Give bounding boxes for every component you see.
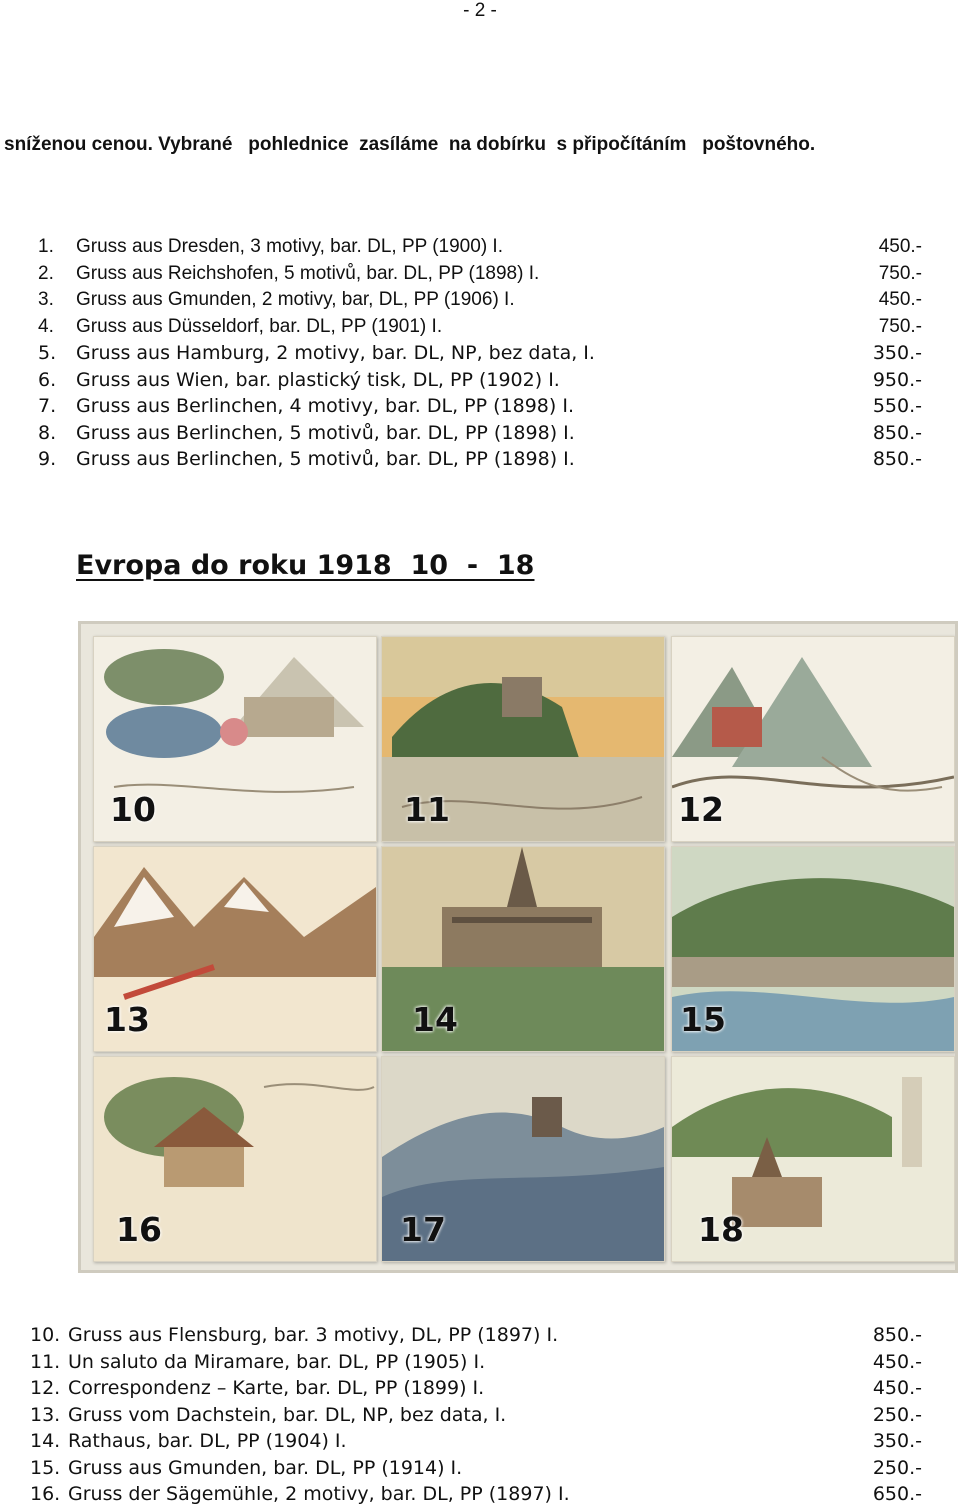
item-price: 750.- bbox=[878, 262, 922, 284]
item-number: 3. bbox=[38, 289, 54, 310]
item-number: 1. bbox=[38, 236, 54, 257]
page-number: - 2 - bbox=[463, 0, 497, 21]
list-item bbox=[0, 234, 960, 261]
list-item bbox=[0, 1375, 960, 1402]
item-description: Gruss vom Dachstein, bar. DL, NP, bez data, I. bbox=[68, 1403, 507, 1426]
postcard-13 bbox=[93, 846, 377, 1052]
item-price: 950.- bbox=[872, 368, 922, 391]
list-item bbox=[0, 1322, 960, 1349]
list-item bbox=[0, 393, 960, 420]
list-item bbox=[0, 314, 960, 341]
item-description: Gruss aus Hamburg, 2 motivy, bar. DL, NP, bez data, I. bbox=[76, 342, 595, 364]
postcard-15 bbox=[671, 846, 955, 1052]
item-description: Gruss aus Gmunden, bar. DL, PP (1914) I. bbox=[68, 1456, 463, 1479]
item-description: Correspondenz – Karte, bar. DL, PP (1899) I. bbox=[68, 1377, 485, 1399]
item-price: 450.- bbox=[872, 1377, 922, 1399]
item-price: 450.- bbox=[878, 236, 922, 257]
list-item bbox=[0, 1455, 960, 1482]
item-price: 550.- bbox=[872, 395, 922, 417]
item-number: 15. bbox=[30, 1456, 61, 1479]
postcard-list-2 bbox=[0, 1322, 960, 1508]
item-price: 750.- bbox=[878, 315, 922, 337]
postcard-list-1 bbox=[0, 234, 960, 473]
item-description: Gruss aus Berlinchen, 5 motivů, bar. DL, PP (1898) I. bbox=[76, 421, 575, 444]
item-description: Gruss aus Düsseldorf, bar. DL, PP (1901) I. bbox=[76, 315, 443, 337]
item-price: 850.- bbox=[872, 421, 922, 444]
item-description: Gruss aus Dresden, 3 motivy, bar. DL, PP (1900) I. bbox=[76, 236, 503, 257]
postcard-16 bbox=[93, 1056, 377, 1262]
postcard-label: 10 bbox=[110, 790, 156, 829]
item-number: 7. bbox=[38, 395, 57, 417]
list-item bbox=[0, 287, 960, 314]
postcard-18 bbox=[671, 1056, 955, 1262]
list-item bbox=[0, 340, 960, 367]
list-item bbox=[0, 1481, 960, 1508]
item-number: 12. bbox=[30, 1377, 61, 1399]
item-price: 350.- bbox=[872, 1430, 922, 1452]
postcard-10 bbox=[93, 636, 377, 842]
item-price: 250.- bbox=[872, 1456, 922, 1479]
item-description: Gruss aus Gmunden, 2 motivy, bar, DL, PP (1906) I. bbox=[76, 289, 515, 310]
postcard-14 bbox=[381, 846, 665, 1052]
item-description: Un saluto da Miramare, bar. DL, PP (1905) I. bbox=[68, 1350, 486, 1373]
postcard-label: 17 bbox=[400, 1210, 446, 1249]
postcards-photo bbox=[78, 621, 958, 1273]
item-number: 9. bbox=[38, 448, 57, 470]
item-description: Gruss aus Flensburg, bar. 3 motivy, DL, PP (1897) I. bbox=[68, 1324, 559, 1346]
item-number: 2. bbox=[38, 262, 54, 284]
postcard-label: 16 bbox=[116, 1210, 162, 1249]
postcard-label: 15 bbox=[680, 1000, 726, 1039]
item-description: Gruss aus Reichshofen, 5 motivů, bar. DL, PP (1898) I. bbox=[76, 262, 540, 284]
item-description: Gruss aus Wien, bar. plastický tisk, DL, PP (1902) I. bbox=[76, 368, 560, 391]
item-description: Rathaus, bar. DL, PP (1904) I. bbox=[68, 1430, 347, 1452]
item-number: 14. bbox=[30, 1430, 61, 1452]
item-price: 450.- bbox=[872, 1350, 922, 1373]
item-price: 850.- bbox=[872, 448, 922, 470]
notice-text: sníženou cenou. Vybrané pohlednice zasíláme na dobírku s připočítáním poštovného. bbox=[4, 134, 816, 155]
item-description: Gruss aus Berlinchen, 5 motivů, bar. DL, PP (1898) I. bbox=[76, 448, 575, 470]
item-number: 16. bbox=[30, 1483, 61, 1505]
list-item bbox=[0, 1349, 960, 1376]
item-number: 6. bbox=[38, 368, 57, 391]
postcard-label: 11 bbox=[404, 790, 450, 829]
item-description: Gruss aus Berlinchen, 4 motivy, bar. DL, PP (1898) I. bbox=[76, 395, 574, 417]
item-number: 5. bbox=[38, 342, 57, 364]
item-number: 10. bbox=[30, 1324, 61, 1346]
list-item bbox=[0, 1402, 960, 1429]
item-description: Gruss der Sägemühle, 2 motivy, bar. DL, PP (1897) I. bbox=[68, 1483, 570, 1505]
postcard-label: 12 bbox=[678, 790, 724, 829]
postcard-17 bbox=[381, 1056, 665, 1262]
section-heading: Evropa do roku 1918 10 - 18 bbox=[76, 550, 535, 581]
postcard-label: 13 bbox=[104, 1000, 150, 1039]
list-item bbox=[0, 420, 960, 447]
item-number: 8. bbox=[38, 421, 57, 444]
item-number: 4. bbox=[38, 315, 54, 337]
list-item bbox=[0, 367, 960, 394]
item-number: 11. bbox=[30, 1350, 61, 1373]
list-item bbox=[0, 1428, 960, 1455]
list-item bbox=[0, 261, 960, 288]
item-price: 850.- bbox=[872, 1324, 922, 1346]
item-price: 350.- bbox=[872, 342, 922, 364]
item-number: 13. bbox=[30, 1403, 61, 1426]
postcard-label: 14 bbox=[412, 1000, 458, 1039]
postcard-label: 18 bbox=[698, 1210, 744, 1249]
list-item bbox=[0, 446, 960, 473]
item-price: 450.- bbox=[878, 289, 922, 310]
item-price: 650.- bbox=[872, 1483, 922, 1505]
postcard-11 bbox=[381, 636, 665, 842]
item-price: 250.- bbox=[872, 1403, 922, 1426]
postcard-12 bbox=[671, 636, 955, 842]
